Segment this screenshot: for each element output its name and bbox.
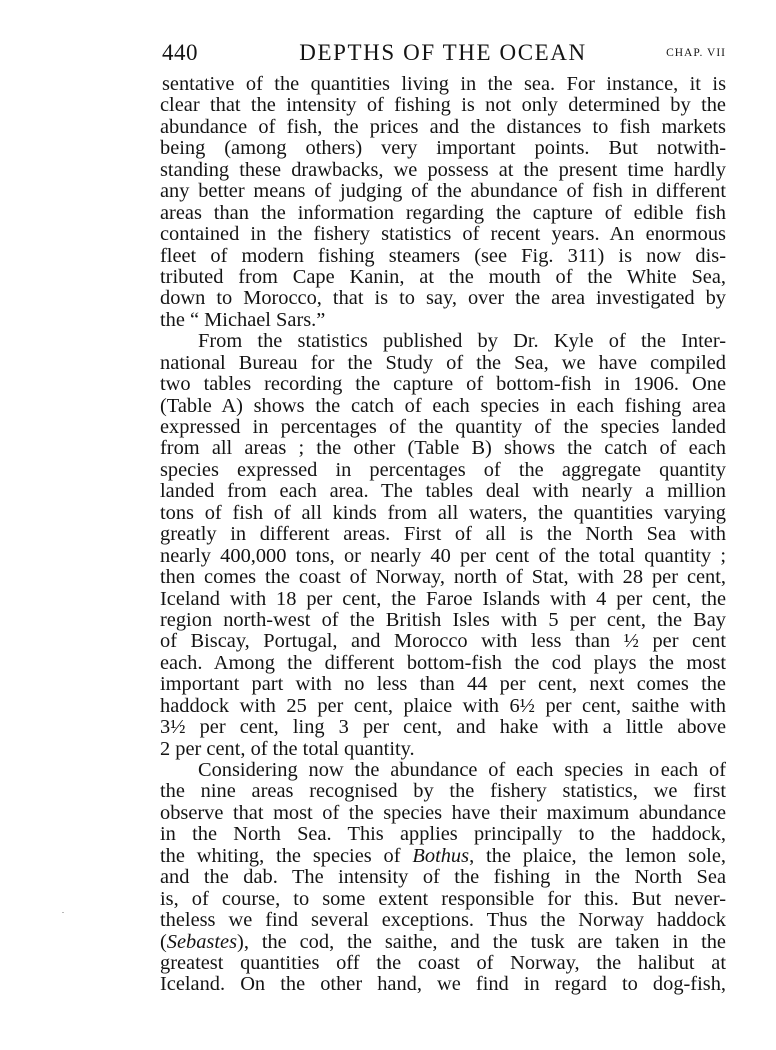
- italic-taxon: Sebastes: [166, 931, 238, 953]
- text-line: theless we find several exceptions. Thus the Norway haddock: [160, 910, 726, 932]
- text-line: Iceland with 18 per cent, the Faroe Islands with 4 per cent, the: [160, 588, 726, 610]
- text-line: greatest quantities off the coast of Norway, the halibut at: [160, 952, 726, 974]
- text-line: of Biscay, Portugal, and Morocco with less than ½ per cent: [160, 631, 726, 653]
- text-line: species expressed in percentages of the aggregate quantity: [160, 459, 726, 481]
- text-line: the nine areas recognised by the fishery statistics, we first: [160, 781, 726, 803]
- book-page: [160, 38, 726, 996]
- text-line: haddock with 25 per cent, plaice with 6½ per cent, saithe with: [160, 695, 726, 717]
- paragraph-start-line: From the statistics published by Dr. Kyle of the Inter-: [198, 331, 726, 353]
- text-line: tons of fish of all kinds from all waters, the quantities varying: [160, 502, 726, 524]
- text-line: the whiting, the species of Bothus, the plaice, the lemon sole,: [160, 845, 726, 867]
- text-line: national Bureau for the Study of the Sea, we have compiled: [160, 352, 726, 374]
- text-line: down to Morocco, that is to say, over the area investigated by: [160, 288, 726, 310]
- text-line: (Table A) shows the catch of each species in each fishing area: [160, 395, 726, 417]
- text-line: abundance of fish, the prices and the distances to fish markets: [160, 116, 726, 138]
- italic-taxon: Bothus: [412, 845, 470, 867]
- text-line: (Sebastes), the cod, the saithe, and the tusk are taken in the: [160, 931, 726, 953]
- text-line: observe that most of the species have their maximum abundance: [160, 802, 726, 824]
- text-line: each. Among the different bottom-fish the cod plays the most: [160, 652, 726, 674]
- text-line: standing these drawbacks, we possess at the present time hardly: [160, 159, 726, 181]
- text-line: landed from each area. The tables deal with nearly a million: [160, 481, 726, 503]
- text-line: being (among others) very important points. But notwith-: [160, 138, 726, 160]
- text-line: areas than the information regarding the capture of edible fish: [160, 202, 726, 224]
- text-line: in the North Sea. This applies principally to the haddock,: [160, 824, 726, 846]
- text-line: tributed from Cape Kanin, at the mouth of the White Sea,: [160, 266, 726, 288]
- page-number: 440: [162, 40, 198, 65]
- text-line: clear that the intensity of fishing is not only determined by the: [160, 95, 726, 117]
- chapter-mark: CHAP. VII: [666, 47, 726, 59]
- running-head: [160, 38, 726, 72]
- text-line: two tables recording the capture of bottom-fish in 1906. One: [160, 374, 726, 396]
- paragraph-start-line: Considering now the abundance of each species in each of: [198, 760, 726, 781]
- text-line: important part with no less than 44 per cent, next comes the: [160, 674, 726, 696]
- text-line: fleet of modern fishing steamers (see Fig. 311) is now dis-: [160, 245, 726, 267]
- text-line: the “ Michael Sars.”: [160, 309, 326, 331]
- text-line: greatly in different areas. First of all is the North Sea with: [160, 524, 726, 546]
- text-line: any better means of judging of the abundance of fish in different: [160, 181, 726, 203]
- text-line: Iceland. On the other hand, we find in regard to dog-fish,: [160, 974, 726, 996]
- text-line: is, of course, to some extent responsible for this. But never-: [160, 888, 726, 910]
- text-line: region north-west of the British Isles with 5 per cent, the Bay: [160, 609, 726, 631]
- text-line: then comes the coast of Norway, north of Stat, with 28 per cent,: [160, 567, 726, 589]
- text-line: from all areas ; the other (Table B) shows the catch of each: [160, 438, 726, 460]
- text-line: and the dab. The intensity of the fishing in the North Sea: [160, 867, 726, 889]
- scan-speck: [62, 912, 64, 913]
- running-title: DEPTHS OF THE OCEAN: [299, 40, 587, 65]
- text-line: sentative of the quantities living in the sea. For instance, it is: [162, 74, 726, 95]
- text-line: 3½ per cent, ling 3 per cent, and hake with a little above: [160, 717, 726, 739]
- text-line: expressed in percentages of the quantity of the species landed: [160, 417, 726, 438]
- text-line: nearly 400,000 tons, or nearly 40 per cent of the total quantity ;: [160, 545, 726, 567]
- text-line: contained in the fishery statistics of recent years. An enormous: [160, 224, 726, 246]
- text-line: 2 per cent, of the total quantity.: [160, 738, 415, 760]
- body-text: [160, 74, 726, 996]
